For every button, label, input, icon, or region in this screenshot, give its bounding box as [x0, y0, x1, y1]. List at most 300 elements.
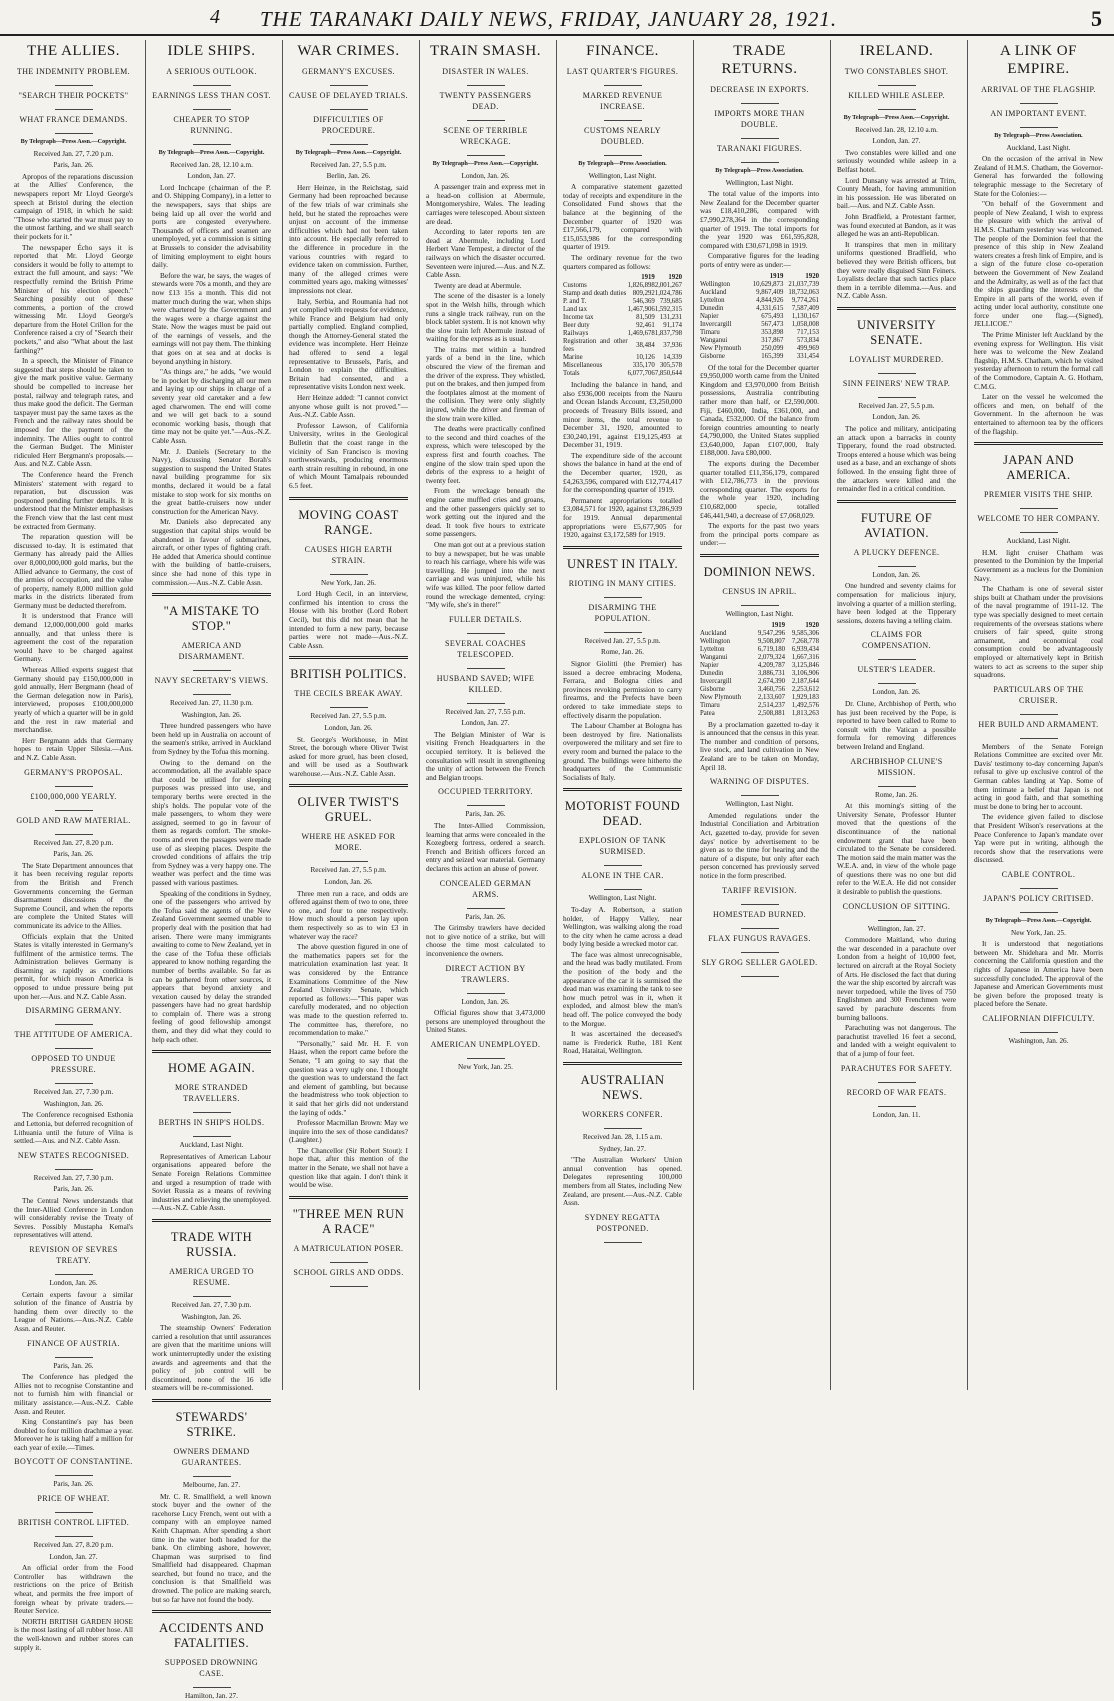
column-link-of-empire [967, 40, 1108, 1390]
subheadline: AN IMPORTANT EVENT. [990, 109, 1087, 118]
paragraph: The above question figured in one of the mathematics papers set for the matriculation examination last year. It was considered by the Entrance Examinations Committee of the New Zealand University Senate, which reported as follows:—"This paper was carefully moderated, and no objection was made to the question referred to. The committee has, therefore, no recommendation to make." [289, 942, 408, 1038]
subheadline: GERMANY'S PROPOSAL. [24, 767, 123, 777]
table-cell: 3,886,731 [757, 669, 786, 677]
short-rule [604, 1128, 642, 1129]
subheadline: TWO CONSTABLES SHOT. [844, 67, 949, 76]
paragraph: Herr Heinze added: "I cannot convict anyone whose guilt is not proved."—Aus.-N.Z. Cable Assn. [289, 393, 408, 420]
table-row [700, 702, 819, 710]
table-header-cell: 1919 [769, 272, 784, 280]
table-cell: 1,813,263 [791, 709, 819, 717]
table-row [700, 353, 819, 361]
table-cell: 1,592,315 [654, 306, 682, 314]
short-rule [741, 795, 779, 796]
short-rule [604, 155, 642, 156]
table-row [563, 354, 682, 362]
short-rule [878, 920, 916, 921]
table-header-cell: 1919 [771, 621, 786, 629]
subheadline: CHEAPER TO STOP RUNNING. [173, 115, 250, 135]
stats-table [700, 622, 819, 718]
received-line: Received Jan. 27, 7.30 p.m. [33, 1088, 114, 1097]
dateline: Sydney, Jan. 27. [599, 1144, 646, 1153]
table-cell: 131,231 [659, 314, 682, 322]
table-row [563, 298, 682, 306]
short-rule [193, 144, 231, 145]
table-cell: Timaru [700, 701, 720, 709]
paragraph: The reparation question will be discussed to-day. It is estimated that Germany has already paid the Allies over 8,000,000,000 gold marks, but the Allied advance to Germany, the cost of the armies of occupation, and the value of property, namely 8,000 million gold marks in the districts liberated from Germany must be deducted therefrom. [14, 532, 133, 610]
paragraph: Lord Hugh Cecil, in an interview, confirmed his intention to cross the House with his brother (Lord Robert Cecil), but this did not mean that he intended to form a new party, because parties were not made—Aus.-N.Z. Cable Assn. [289, 589, 408, 650]
dateline: London, Jan. 26. [324, 878, 373, 887]
received-line: Received Jan. 27, 8.20 p.m. [33, 838, 114, 847]
paragraph: Owing to the demand on the accommodation, all the available space that could be utilised for sleeping purposes was pressed into use, and temporary berths were erected in the ship's holds. The popular vote of the male passengers, to whom they were assigned, seemed to go in favour of them as regards comfort. The smoke-rooms and even the passages were made use of as sleeping places. Despite the crowded conditions of affairs the trip from Sydney was a very happy one. The weather was perfect and the time was passed with various pastimes. [152, 757, 271, 887]
subheadline: BOYCOTT OF CONSTANTINE. [14, 1457, 133, 1467]
headline: STEWARDS' STRIKE. [175, 1409, 248, 1439]
subheadline: SCENE OF TERRIBLE WRECKAGE. [443, 126, 528, 146]
headline: "A MISTAKE TO STOP." [163, 604, 260, 634]
table-cell: 14,339 [663, 354, 682, 362]
table-cell: Railways [563, 330, 589, 338]
dateline: Wellington, Last Night. [588, 894, 657, 903]
short-rule [193, 1296, 231, 1297]
table-cell: 3,106,906 [791, 669, 819, 677]
subheadline: THE INDEMNITY PROBLEM. [16, 67, 131, 76]
paragraph: The face was almost unrecognisable, and the head was badly mutilated. From the position of the body and the appearance of the car it is surmised the dead man was examining the tank to see how much petrol was in it, when it exploded, and almost blew the man's head off. The police conveyed the body to the Morgue. [563, 949, 682, 1028]
dateline: Paris, Jan. 26. [53, 1480, 94, 1489]
table-row [700, 329, 819, 337]
short-rule [878, 373, 916, 374]
subheadline: SYDNEY REGATTA POSTPONED. [584, 1212, 661, 1233]
table-cell: 81,509 [636, 314, 655, 322]
table-row [563, 362, 682, 370]
paragraph: "Personally," said Mr. H. F. von Haast, when the report came before the Senate, "I am going to say that the question was a very ugly one. I thought the question was to understand the fact and element of gambling, but because the headmistress who took objection to it said that her girls did not understand the laying of odds." [289, 1038, 408, 1117]
short-rule [55, 1536, 93, 1537]
paragraph: Commodore Maitland, who during the war descended in a parachute over London from a height of 10,000 feet, lectured on aircraft at the Royal Society of Arts. He disclosed the fact that during the war the ship escorted by aircraft was never torpedoed, while the lives of 750 Englishmen and 300 Frenchmen were saved by parachute descents from burning balloons. [837, 935, 956, 1022]
headline: FINANCE. [586, 43, 659, 59]
table-cell: Income tax [563, 314, 594, 322]
subheadline: DISARMING THE POPULATION. [588, 602, 657, 623]
headline: DOMINION NEWS. [703, 565, 816, 579]
column-rule [289, 1196, 408, 1199]
short-rule [193, 1136, 231, 1137]
paragraph: The deaths were practically confined to the second and third coaches of the express, which were telescoped by the express first and fourth coaches. The engine of the slow train sped upon the debris of the express to a height of twenty feet. [426, 424, 545, 485]
subheadline: SINN FEINERS' NEW TRAP. [842, 378, 951, 388]
table-cell: Wanganui [700, 653, 728, 661]
dateline: Paris, Jan. 26. [465, 912, 506, 921]
paragraph: The Conference recognised Esthonia and Lettonia, but deferred recognition of Lithuania until the future of Vilna is settled.—Aus. and N.Z. Cable Assn. [14, 1110, 133, 1146]
short-rule [193, 109, 231, 110]
table-cell: 6,077,706 [627, 370, 655, 378]
paragraph: The exports for the past two years from the principal ports compare as under:— [700, 521, 819, 548]
byline: By Telegraph—Press Assn.—Copyright. [985, 917, 1092, 924]
subheadline: WARNING OF DISPUTES. [709, 777, 810, 787]
masthead-left-mark: 4 [210, 6, 221, 28]
table-cell: 1,469,678 [627, 330, 655, 338]
short-rule [330, 1286, 368, 1287]
paragraph: It is understood that negotiations between Mr. Shidehara and Mr. Morris concerning the California question and the rights of Japanese in America have been successfully concluded. The approval of the Japanese and American Governments must be given before the proposed treaty is placed before the Senate. [974, 939, 1103, 1009]
received-line: Received Jan. 27, 8.20 p.m. [33, 1541, 114, 1550]
short-rule [55, 133, 93, 134]
column-rule [152, 1219, 271, 1222]
table-row [700, 646, 819, 654]
table-row [563, 290, 682, 298]
table-cell: Miscellaneous [563, 362, 603, 370]
short-rule [55, 1083, 93, 1084]
table-cell: 809,292 [632, 290, 655, 298]
subheadline: DIFFICULTIES OF PROCEDURE. [313, 115, 384, 135]
table-row [700, 686, 819, 694]
paragraph: The scene of the disaster is a lonely spot in the Welsh hills, through which runs a single track railway, run on the block tablet system. It is not known why the slow train left Abermule instead of waiting for the express as is usual. [426, 291, 545, 344]
table-cell: Beer duty [563, 322, 590, 330]
subheadline: HER BUILD AND ARMAMENT. [978, 719, 1099, 729]
table-cell: 6,939,434 [791, 645, 819, 653]
table-row [700, 630, 819, 638]
dateline: Washington, Jan. 26. [43, 1099, 104, 1108]
short-rule [55, 786, 93, 787]
subheadline: ARCHBISHOP CLUNE'S MISSION. [850, 756, 943, 777]
subheadline: DIRECT ACTION BY TRAWLERS. [445, 963, 526, 984]
subheadline: CAUSE OF DELAYED TRIALS. [289, 91, 408, 100]
table-row [563, 322, 682, 330]
paragraph: Parachuting was not dangerous. The parachutist travelled 16 feet a second, and landed with a weight equivalent to that of a jump of four feet. [837, 1023, 956, 1058]
paragraph: Before the war, he says, the wages of stewards were 70s a month, and they are now £13 15s a month. This did not matter much during the war, when ships were chartered by the Government and the wages were a charge against the State. Now the wages must be paid out of the earnings of vessels, and the earnings will not pay them. The thinking that goes on at sea and at docks is beyond anything in history. [152, 270, 271, 366]
table-row [700, 313, 819, 321]
table-cell: Patea [700, 709, 715, 717]
table-header-row [700, 273, 819, 281]
paragraph: The Prime Minister left Auckland by the evening express for Wellington. His visit here was to welcome the New Zealand flagship, H.M.S. Chatham, which he visited yesterday afternoon to return the formal call of the Commodore, Captain A. G. Hotham, C.M.G. [974, 330, 1103, 391]
column-trade-returns [693, 40, 824, 1390]
subheadline: WORKERS CONFER. [582, 1110, 663, 1119]
byline: By Telegraph—Press Assn.—Copyright. [295, 149, 402, 156]
dateline: London, Jan. 26. [872, 413, 921, 422]
column-idle-ships [145, 40, 276, 1701]
short-rule [878, 1106, 916, 1107]
short-rule [330, 144, 368, 145]
table-cell: Gisborne [700, 685, 725, 693]
short-rule [467, 908, 505, 909]
paragraph: The Inter-Allied Commission, learning that arms were concealed in the Kozegberg fortress, ordered a search. French and British officers forced an entry and seized war material. Germany declares this action an abuse of power. [426, 821, 545, 873]
short-rule [193, 85, 231, 86]
paragraph: The total value of the imports into New Zealand for the December quarter was £18,410,286, compared with £7,990,278,364 in the corresponding quarter of 1919. The total imports for the year 1920 was £61,595,828, compared with £30,671,098 in 1919. [700, 189, 819, 250]
dateline: Wellington, Last Night. [725, 800, 794, 809]
table-cell: 2,001,267 [654, 282, 682, 290]
paragraph: The steamship Owners' Federation carried a resolution that until assurances are given that the maritime unions will work uninterruptedly under the existing awards and agreements and that the policy of job control will be discontinued, none of the 16 idle steamers will be re-commissioned. [152, 1323, 271, 1393]
short-rule [1020, 103, 1058, 104]
short-rule [878, 659, 916, 660]
dateline: Wellington, Last Night. [725, 610, 794, 618]
dateline: London, Jan. 26. [324, 723, 373, 732]
dateline: Hamilton, Jan. 27. [185, 1692, 238, 1701]
received-line: Received Jan. 28, 12.10 a.m. [855, 125, 938, 134]
subheadline: THE CECILS BREAK AWAY. [294, 689, 403, 699]
subheadline: ARRIVAL OF THE FLAGSHIP. [981, 85, 1096, 94]
paragraph: John Bradfield, a Protestant farmer, was found executed at Bandon, as it was alleged he was an anti-Republican. [837, 211, 956, 239]
received-line: Received Jan. 27, 5.5 p.m. [310, 160, 387, 169]
paragraph: H.M. light cruiser Chatham was presented to the Dominion by the Imperial Government as a nucleus for the Dominion Navy. [974, 547, 1103, 583]
subheadline: "SEARCH THEIR POCKETS" [18, 91, 129, 100]
subheadline: NEW STATES RECOGNISED. [17, 1150, 130, 1160]
received-line: Received Jan. 27, 5.5 p.m. [584, 636, 661, 645]
short-rule [467, 633, 505, 634]
table-cell: 1,837,798 [654, 330, 682, 338]
subheadline: SEVERAL COACHES TELESCOPED. [444, 638, 527, 659]
table-row [700, 321, 819, 329]
table-row [700, 337, 819, 345]
dateline: London, Jan. 26. [872, 688, 921, 697]
short-rule [467, 805, 505, 806]
table-cell: 3,125,846 [791, 661, 819, 669]
subheadline: RECORD OF WAR FEATS. [846, 1087, 947, 1097]
subheadline: AMERICA URGED TO RESUME. [169, 1267, 254, 1287]
paragraph: Professor Macmillan Brown: May we inquire into the sex of those candidates? (Laughter.) [289, 1118, 408, 1145]
table-header-cell: 1920 [668, 274, 682, 282]
column-rule [974, 442, 1103, 445]
paragraph: It was ascertained the deceased's name is Frederick Ruthe, 181 Kent Road, Hataitai, Wellington. [563, 1029, 682, 1056]
paragraph: The exports during the December quarter totalled £11,356,179, compared with £12,786,773 in the previous corresponding quarter. The exports for the whole year 1920, including £10,682,000 specie, totalled £46,441,940, a decrease of £7,068,029. [700, 459, 819, 520]
short-rule [741, 103, 779, 104]
short-rule [741, 928, 779, 929]
headline: ACCIDENTS AND FATALITIES. [159, 1621, 264, 1651]
paragraph: Mr. J. Daniels (Secretary to the Navy), discussing Senator Borah's suggestion to suspend the United States naval building programme for six months, declared it would be a fatal mistake to stop work for six months on the great battle-cruisers now under construction for the American Navy. [152, 446, 271, 516]
paragraph: In a speech, the Minister of Finance suggested that steps should be taken to give the mark positive value. Germany should be compelled to increase her postal, railway and telegraph rates, and thus make good the deficit. The German taxpayer must pay the same taxes as the French and the railway rates should be imposed for the payment of the indemnity. The Allies ought to control the German Budget. The Minister ridiculed Herr Bergmann's proposals.—Aus. and N.Z. Cable Assn. [14, 356, 133, 469]
received-line: Received Jan. 27, 7.20 p.m. [33, 149, 114, 158]
paragraph: A passenger train and express met in a head-on collision at Abermule, Montgomeryshire, Wales. The leading carriages were telescoped. About sixteen are dead. [426, 182, 545, 226]
paragraph: By a proclamation gazetted to-day it is announced that the census in this year. The number and condition of persons, live stock, and land cultivation in New Zealand are to be taken on Monday, April 18. [700, 719, 819, 772]
paragraph: "As things are," he adds, "we would be in pocket by discharging all our men and laying up our ships in charge of a seventy year old caretaker and a few aged charwomen. The end will come and we will get back to a sound economic working basis, though that time may not be quite yet."—Aus.-N.Z. Cable Assn. [152, 367, 271, 445]
subheadline: EARNINGS LESS THAN COST. [152, 91, 271, 100]
table-cell: 1,667,316 [791, 653, 819, 661]
table-cell: 3,460,756 [757, 685, 786, 693]
table-cell: 1,058,008 [791, 320, 819, 328]
subheadline: WELCOME TO HER COMPANY. [977, 514, 1100, 524]
table-cell: 4,331,615 [756, 304, 784, 312]
dateline: London, Jan. 26. [872, 570, 921, 579]
short-rule [330, 109, 368, 110]
paragraph: According to later reports ten are dead at Abermule, including Lord Herbert Vane Tempest, a director of the railways on which the disaster occurred. Seventeen were injured.—Aus. and N.Z. Cable Assn. [426, 227, 545, 280]
table-header-cell: 1920 [805, 272, 819, 280]
table-cell: 9,774,261 [791, 296, 819, 304]
paragraph: One man got out at a previous station to buy a newspaper, but he was unable to reach his carriage, where his wife was travelling. He jumped into the next carriage and was uninjured, while his wife was killed. The poor fellow darted round the wreckage demented, crying: "My wife, she's in there!" [426, 539, 545, 610]
short-rule [330, 85, 368, 86]
byline: By Telegraph—Press Assn.—Copyright. [158, 149, 265, 156]
short-rule [1020, 1032, 1058, 1033]
short-rule [1020, 508, 1058, 509]
paragraph: Mr. Daniels also deprecated any suggestion that capital ships would be abandoned in favour of submarines, aircraft, or other types of fighting craft. He added that America should continue with the building of battle-cruisers, since she had none of this type in commission.—Aus.-N.Z. Cable Assn. [152, 517, 271, 587]
table-row [563, 338, 682, 354]
table-cell: Napier [700, 312, 719, 320]
table-cell: 9,508,807 [757, 637, 786, 645]
table-cell: 717,153 [796, 328, 819, 336]
paragraph: King Constantine's pay has been doubled to four million drachmae a year. Moreover he is taking half a million for each year of exile.—Times. [14, 1417, 133, 1452]
subheadline: DECREASE IN EXPORTS. [710, 85, 809, 94]
table-cell: New Plymouth [700, 344, 741, 352]
headline: MOTORIST FOUND DEAD. [564, 799, 681, 829]
short-rule [330, 1262, 368, 1263]
table-cell: 335,170 [632, 362, 655, 370]
subheadline: THE ATTITUDE OF AMERICA. [14, 1030, 133, 1040]
received-line: Received Jan. 28, 1.15 a.m. [582, 1133, 663, 1141]
table-cell: Dunedin [700, 304, 724, 312]
subheadline: CALIFORNIAN DIFFICULTY. [982, 1013, 1095, 1023]
column-rule [289, 656, 408, 659]
paragraph: Later on the vessel he welcomed the officers and men, on behalf of the Government. In the afternoon he was entertained to afternoon tea by the officers of the flagship. [974, 392, 1103, 436]
short-rule [604, 632, 642, 633]
received-line: Received Jan. 27, 11.30 p.m. [170, 699, 253, 708]
dateline: Washington, Jan. 26. [181, 710, 242, 719]
short-rule [55, 1048, 93, 1049]
stats-table [563, 274, 682, 378]
dateline: Washington, Jan. 26. [181, 1312, 242, 1321]
paragraph: Representatives of American Labour organisations appeared before the Senate Foreign Relations Committee and urged a resumption of trade with Soviet Russia as a means of reviving industries and relieving the unemployed.—Aus.-N.Z. Cable Assn. [152, 1151, 271, 1213]
column-rule [289, 497, 408, 500]
subheadline: NAVY SECRETARY'S VIEWS. [154, 676, 269, 686]
paragraph: Members of the Senate Foreign Relations Committee are excited over Mr. Davis' testimony to-day concerning Japan's refusal to give up exclusive control of the German cables landing at Yap. Some of them intimate a belief that Japan is not acting in good faith, and that something must be done to bring her to account. [974, 741, 1103, 811]
table-cell: 2,253,612 [791, 685, 819, 693]
table-cell: 739,685 [659, 298, 682, 306]
paragraph: An official order from the Food Controller has withdrawn the restrictions on the price of British wheat, and permits the free import of foreign wheat by private traders.—Reuter Service. [14, 1563, 133, 1616]
column-ireland [830, 40, 961, 1390]
paragraph: The evidence given failed to disclose that President Wilson's reservations at the Peace Conference to Japan's mandate over Yap were put in writing, although the records show that the reservations were discussed. [974, 812, 1103, 865]
subheadline: PARTICULARS OF THE CRUISER. [993, 684, 1084, 705]
table-cell: 1,024,786 [654, 290, 682, 298]
table-cell: Registration and other fees [563, 338, 628, 354]
table-header-cell [700, 273, 748, 281]
short-rule [193, 1476, 231, 1477]
paragraph: "The Australian Workers' Union annual convention has opened. Delegates representing 100,000 members from all States, including New Zealand, are present.—Aus.-N.Z. Cable Assn. [563, 1155, 682, 1208]
short-rule [878, 1082, 916, 1083]
subheadline: HOMESTEAD BURNED. [712, 909, 807, 919]
headline: HOME AGAIN. [167, 1061, 256, 1076]
column-rule [563, 546, 682, 549]
table-cell: 567,473 [761, 320, 784, 328]
table-row [700, 662, 819, 670]
subheadline: EXPLOSION OF TANK SURMISED. [579, 836, 666, 857]
dateline: Auckland, Last Night. [1006, 143, 1071, 152]
short-rule [604, 597, 642, 598]
dateline: Wellington, Jan. 27. [867, 924, 926, 933]
table-cell: 675,493 [761, 312, 784, 320]
short-rule [55, 109, 93, 110]
table-cell: 1,929,183 [791, 693, 819, 701]
byline: By Telegraph—Press Association. [994, 132, 1083, 139]
short-rule [1020, 532, 1058, 533]
table-row [563, 330, 682, 338]
paragraph: Permanent appropriations totalled £3,084,571 for 1920, against £3,286,939 for 1919. Annual departmental appropriations were £5,677,905 for 1920, against £3,172,589 for 1919. [563, 495, 682, 540]
table-cell: Napier [700, 661, 719, 669]
paragraph: The Labour Chamber at Bologna has been destroyed by fire. Nationalists overpowered the military and set fire to every room and burned the palace to the ground. The buildings were hitherto the headquarters of the Communistic Socialists of Italy. [563, 721, 682, 782]
dateline: New York, Jan. 26. [321, 578, 376, 587]
received-line: Received Jan. 27, 7.30 p.m. [33, 1173, 114, 1182]
paragraph: The police and military, anticipating an attack upon a barracks in county Tipperary, found the road obstructed. Troops entered a house which was being used as a base, and an exchange of shots followed. In the ensuing fight three of the attackers were killed and the remainder fled in a critical condition. [837, 424, 956, 494]
paragraph: Certain experts favour a similar solution of the finance of Austria by handing them over directly to the League of Nations.—Aus.-N.Z. Cable Assn. and Reuter. [14, 1289, 133, 1333]
short-rule [741, 904, 779, 905]
dateline: London, Jan. 27. [461, 719, 510, 728]
byline: By Telegraph—Press Assn.—Copyright. [843, 114, 950, 121]
headline: FUTURE OF AVIATION. [860, 510, 933, 540]
table-cell: 305,578 [659, 362, 682, 370]
table-cell: 331,454 [796, 352, 819, 360]
column-rule [837, 307, 956, 310]
column-rule [837, 500, 956, 503]
dateline: Auckland, Last Night. [179, 1141, 244, 1150]
subheadline: PRICE OF WHEAT. [37, 1494, 110, 1504]
dateline: London, Jan. 11. [872, 1110, 921, 1119]
table-cell: 4,209,787 [757, 661, 786, 669]
table-cell: 10,126 [636, 354, 655, 362]
short-rule [1020, 912, 1058, 913]
table-cell: 2,508,881 [757, 709, 786, 717]
short-rule [878, 85, 916, 86]
subheadline: CLAIMS FOR COMPENSATION. [862, 630, 931, 651]
table-cell: 2,133,607 [757, 693, 786, 701]
columns [8, 40, 1108, 1701]
table-header-cell: 1919 [641, 274, 655, 282]
table-cell: 7,587,409 [791, 304, 819, 312]
headline: TRADE RETURNS. [721, 43, 798, 77]
table-header-cell: 1920 [805, 621, 819, 629]
short-rule [467, 703, 505, 704]
short-rule [55, 85, 93, 86]
headline: WAR CRIMES. [297, 43, 400, 59]
table-cell: Land tax [563, 306, 587, 314]
short-rule [330, 707, 368, 708]
received-line: Received Jan. 27, 5.5 p.m. [858, 401, 935, 410]
short-rule [55, 1512, 93, 1513]
byline: By Telegraph—Press Assn.—Copyright. [20, 138, 127, 145]
table-cell: 250,099 [761, 344, 784, 352]
subheadline: £100,000,000 YEARLY. [30, 791, 117, 801]
subheadline: MORE STRANDED TRAVELLERS. [175, 1083, 248, 1104]
subheadline: DISARMING GERMANY. [25, 1006, 122, 1016]
paragraph: A comparative statement gazetted today of receipts and expenditure in the Consolidated Fund shows that the balance at the beginning of the December quarter of 1920 was £17,566,179, compared with £15,053,986 for the corresponding quarter of 1919. [563, 182, 682, 252]
dateline: Rome, Jan. 26. [601, 648, 644, 657]
table-cell: 2,079,324 [757, 653, 786, 661]
paragraph: The Central News understands that the Inter-Allied Conference in London will considerably revise the Treaty of Sevres. Possibly Mustapha Kemal's representatives will attend. [14, 1196, 133, 1240]
subheadline: PARACHUTES FOR SAFETY. [840, 1063, 953, 1073]
short-rule [55, 1169, 93, 1170]
table-cell: P. and T. [563, 298, 587, 306]
paragraph: Speaking of the conditions in Sydney, one of the passengers who arrived by the Tofua said the agents of the New Zealand Government seemed unable to properly deal with the position that had arisen. There were many immigrants awaiting to come to New Zealand, yet in the case of the Tofua these officials appeared to know nothing regarding the number of berths available. So far as can be gathered from other sources, it appears that beyond anxiety and vexation caused by delay the stranded passengers have had no great hardship to complain of. There was a strong feeling of good fellowship amongst them, and they did what they could to help each other. [152, 888, 271, 1044]
subheadline: IMPORTS MORE THAN DOUBLE. [714, 109, 805, 129]
headline: IDLE SHIPS. [167, 43, 256, 59]
paragraph: The trains met within a hundred yards of a bend in the line, which obscured the view of the fireman and the driver of the express. They whistled, put on the brakes, and then jumped from the footplates almost at the moment of the collision. They were only slightly injured, while the driver and fireman of the slow train were killed. [426, 344, 545, 423]
subheadline: A PLUCKY DEFENCE. [853, 547, 940, 557]
short-rule [741, 138, 779, 139]
short-rule [878, 566, 916, 567]
dateline: London, Jan. 26. [461, 171, 510, 180]
table-row [700, 710, 819, 718]
headline: AUSTRALIAN NEWS. [580, 1073, 665, 1102]
column-rule [563, 788, 682, 791]
table-row [700, 670, 819, 678]
table-row [700, 289, 819, 297]
short-rule [604, 1242, 642, 1243]
received-line: Received Jan. 27, 5.5 p.m. [310, 866, 387, 875]
short-rule [878, 786, 916, 787]
short-rule [55, 834, 93, 835]
table-cell: 165,399 [761, 352, 784, 360]
subheadline: KILLED WHILE ASLEEP. [848, 91, 945, 100]
column-rule [563, 1062, 682, 1065]
table-cell: Wellington [700, 280, 731, 288]
paragraph: Comparative figures for the leading ports of entry were as under:— [700, 251, 819, 269]
table-header-row [563, 274, 682, 282]
paragraph: It transpires that men in military uniforms questioned Bradfield, who believed they were British officers, but they were really disguised Sinn Feiners. Loyalists declare that such tactics place them in a terrible dilemma.—Aus. and N.Z. Cable Assn. [837, 239, 956, 301]
subheadline: SUPPOSED DROWNING CASE. [164, 1658, 259, 1679]
byline: By Telegraph—Press Association. [578, 160, 667, 167]
subheadline: RIOTING IN MANY CITIES. [568, 578, 677, 588]
paragraph: Herr Heinze, in the Reichstag, said Germany had been reproached because of the few trials of war criminals she held, but he stated the reproaches were unjust on account of the immense difficulties which had not been taken into account. He especially referred to the difference in procedure in the various countries with regard to evidence taken on commission. Further, many of the alleged crimes were committed years ago, making witnesses' impressions not clear. [289, 182, 408, 295]
paragraph: Signor Giolitti (the Premier) has issued a decree embracing Modena, Ferrara, and Bologna cities and provinces revoking permission to carry firearms, and the Prefects have been ordered to take immediate steps to effectively disarm the population. [563, 659, 682, 720]
table-row [700, 654, 819, 662]
